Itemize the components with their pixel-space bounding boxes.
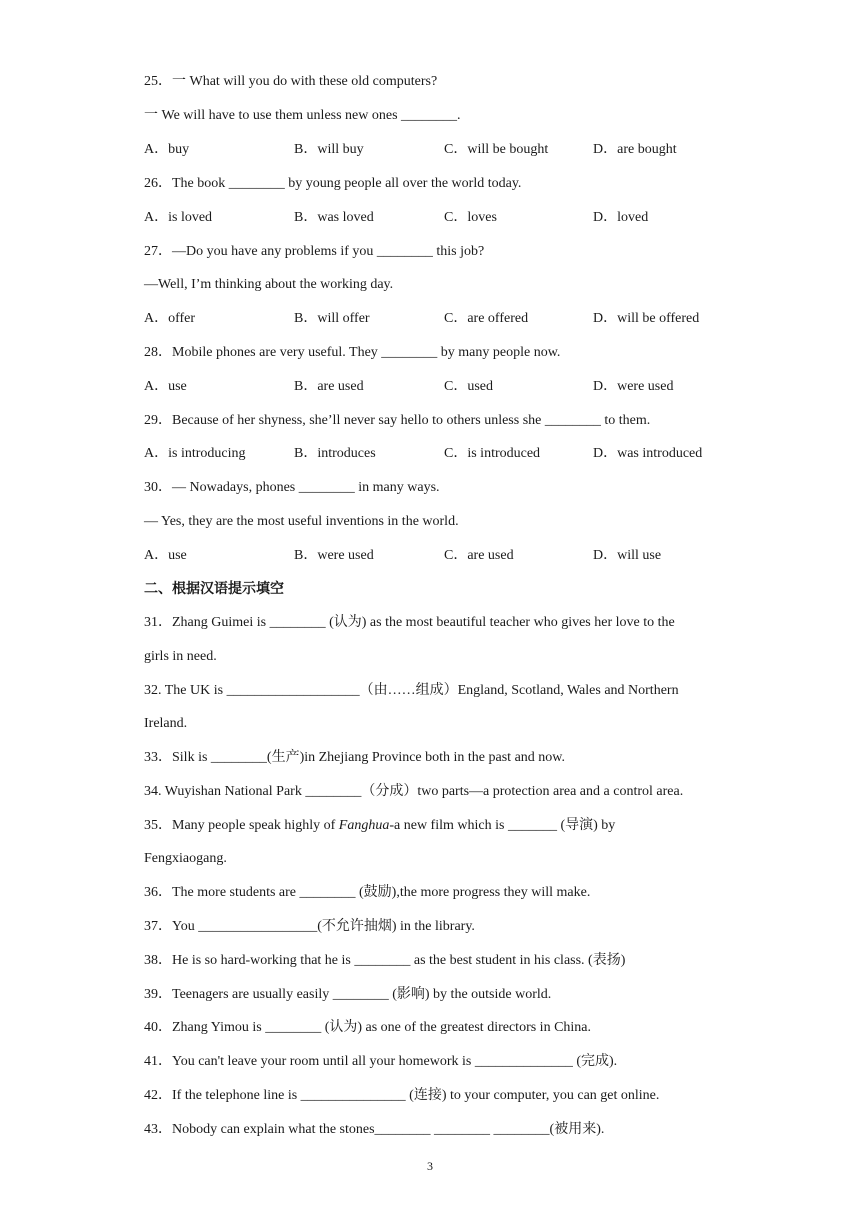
question-35-line-1 bbox=[144, 816, 615, 836]
option-d: D．was introduced bbox=[593, 446, 703, 461]
question-30-reply: — Yes, they are the most useful inventions in the world. bbox=[144, 514, 459, 529]
question-29-stem: 29．Because of her shyness, she’ll never say hello to others unless she ________ to them. bbox=[144, 413, 651, 428]
question-25-reply: 一 We will have to use them unless new ones ________. bbox=[144, 108, 461, 123]
question-32-line-1: 32. The UK is ___________________（由……组成）England, Scotland, Wales and Northern bbox=[144, 683, 679, 698]
question-35-pre: 35．Many people speak highly of bbox=[144, 818, 339, 833]
question-30-stem: 30．— Nowadays, phones ________ in many ways. bbox=[144, 480, 440, 495]
option-b: B．will buy bbox=[294, 142, 364, 157]
question-26-stem: 26．The book ________ by young people all over the world today. bbox=[144, 176, 522, 191]
option-a: A．is introducing bbox=[144, 446, 246, 461]
question-31-line-2: girls in need. bbox=[144, 649, 217, 664]
question-35-film-title: Fanghua bbox=[338, 818, 390, 833]
question-32-line-2: Ireland. bbox=[144, 716, 188, 731]
option-d: D．loved bbox=[593, 210, 649, 225]
option-b: B．will offer bbox=[294, 311, 370, 326]
option-c: C．is introduced bbox=[444, 446, 541, 461]
option-a: A．buy bbox=[144, 142, 190, 157]
question-33: 33．Silk is ________(生产)in Zhejiang Province both in the past and now. bbox=[144, 750, 565, 765]
option-d: D．will use bbox=[593, 548, 662, 563]
question-27-reply: —Well, I’m thinking about the working day. bbox=[144, 277, 394, 292]
question-28-options bbox=[144, 377, 744, 397]
option-a: A．use bbox=[144, 379, 187, 394]
option-a: A．offer bbox=[144, 311, 196, 326]
option-b: B．are used bbox=[294, 379, 364, 394]
question-25-options bbox=[144, 140, 744, 160]
question-35-post: -a new film which is _______ (导演) by bbox=[389, 818, 616, 833]
question-34: 34. Wuyishan National Park ________（分成）two parts—a protection area and a control area. bbox=[144, 784, 684, 799]
option-c: C．will be bought bbox=[444, 142, 549, 157]
option-c: C．are used bbox=[444, 548, 514, 563]
option-c: C．loves bbox=[444, 210, 497, 225]
question-42: 42．If the telephone line is _______________ (连接) to your computer, you can get online. bbox=[144, 1088, 660, 1103]
question-43: 43．Nobody can explain what the stones________ ________ ________(被用来). bbox=[144, 1122, 605, 1137]
question-30-options bbox=[144, 546, 744, 566]
question-39: 39．Teenagers are usually easily ________ (影响) by the outside world. bbox=[144, 987, 552, 1002]
question-40: 40．Zhang Yimou is ________ (认为) as one of the greatest directors in China. bbox=[144, 1020, 592, 1035]
question-26-options bbox=[144, 208, 744, 228]
question-28-stem: 28．Mobile phones are very useful. They ________ by many people now. bbox=[144, 345, 561, 360]
option-b: B．introduces bbox=[294, 446, 376, 461]
option-a: A．use bbox=[144, 548, 187, 563]
option-c: C．are offered bbox=[444, 311, 529, 326]
option-b: B．were used bbox=[294, 548, 374, 563]
option-d: D．are bought bbox=[593, 142, 677, 157]
option-d: D．were used bbox=[593, 379, 674, 394]
question-25-stem: 25．一 What will you do with these old computers? bbox=[144, 74, 438, 89]
question-36: 36．The more students are ________ (鼓励),the more progress they will make. bbox=[144, 885, 591, 900]
question-38: 38．He is so hard-working that he is ________ as the best student in his class. (表扬) bbox=[144, 953, 626, 968]
question-27-stem: 27．—Do you have any problems if you ________ this job? bbox=[144, 244, 485, 259]
question-29-options bbox=[144, 444, 744, 464]
option-c: C．used bbox=[444, 379, 493, 394]
question-37: 37．You _________________(不允许抽烟) in the library. bbox=[144, 919, 475, 934]
section-2-heading: 二、根据汉语提示填空 bbox=[144, 581, 284, 597]
question-27-options bbox=[144, 309, 744, 329]
option-b: B．was loved bbox=[294, 210, 374, 225]
question-31-line-1: 31．Zhang Guimei is ________ (认为) as the most beautiful teacher who gives her love to the bbox=[144, 615, 675, 630]
option-a: A．is loved bbox=[144, 210, 213, 225]
option-d: D．will be offered bbox=[593, 311, 700, 326]
page-number: 3 bbox=[427, 1159, 433, 1173]
question-35-line-2: Fengxiaogang. bbox=[144, 851, 227, 866]
question-41: 41．You can't leave your room until all your homework is ______________ (完成). bbox=[144, 1054, 618, 1069]
